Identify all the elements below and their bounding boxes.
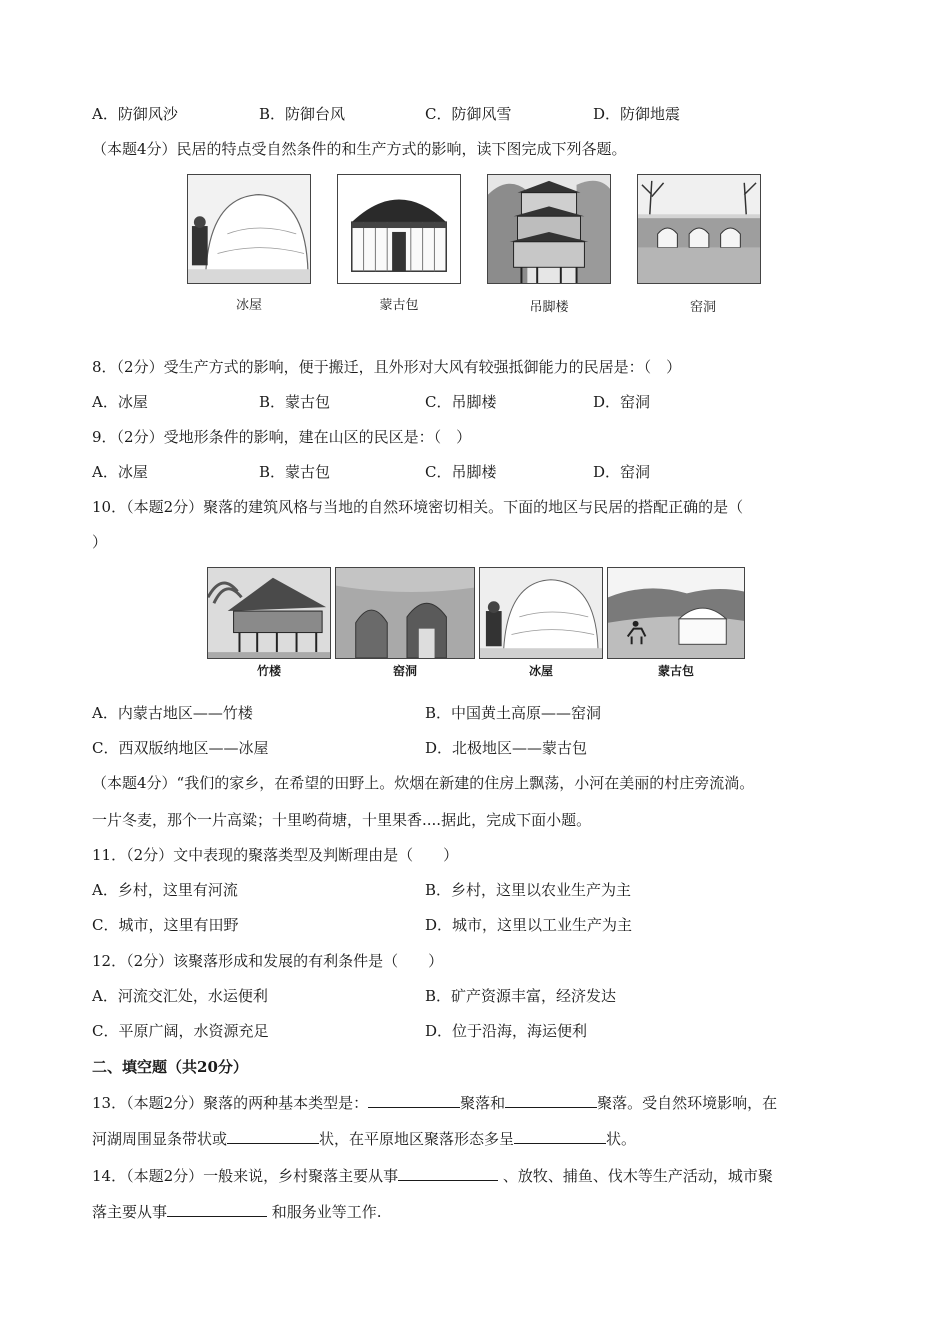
cave-dwelling-photo <box>637 174 761 284</box>
q14-text-2: 、放牧、捕鱼、伐木等生产活动，城市聚 <box>502 1167 773 1185</box>
q7-option-c: C．防御风雪 <box>425 105 512 123</box>
q13-text-5: 状，在平原地区聚落形态多呈 <box>319 1130 515 1148</box>
fig2-caption-yurt: 蒙古包 <box>657 664 694 678</box>
q10-option-a: A．内蒙古地区——竹楼 <box>92 704 253 722</box>
q14-text-3: 落主要从事 <box>92 1203 168 1221</box>
q11-option-a: A．乡村，这里有河流 <box>92 881 238 899</box>
q9-option-b: B．蒙古包 <box>259 463 331 481</box>
q9-option-d: D．窑洞 <box>593 463 651 481</box>
q7-option-b: B．防御台风 <box>259 105 346 123</box>
q11-stem: 11．（2分）文中表现的聚落类型及判断理由是（ ） <box>92 846 459 864</box>
fig1-caption-stilt-house: 吊脚楼 <box>529 300 569 315</box>
q14-text-1: 14．（本题2分）一般来说，乡村聚落主要从事 <box>92 1167 399 1185</box>
q13-line2 <box>92 1129 636 1149</box>
q14-line1 <box>92 1166 773 1186</box>
section2-title: 二、填空题（共20分） <box>92 1058 248 1076</box>
q13-blank-4[interactable] <box>514 1129 606 1144</box>
yurt-photo-2 <box>607 567 745 659</box>
igloo-photo <box>187 174 311 284</box>
q13-text-6: 状。 <box>606 1130 637 1148</box>
q13-text-4: 河湖周围显条带状或 <box>92 1130 228 1148</box>
q8-option-c: C．吊脚楼 <box>425 393 497 411</box>
fig1-caption-igloo: 冰屋 <box>235 298 262 313</box>
yurt-photo <box>337 174 461 284</box>
q12-option-d: D．位于沿海，海运便利 <box>425 1022 588 1040</box>
intro-8-9: （本题4分）民居的特点受自然条件的和生产方式的影响，读下图完成下列各题。 <box>92 140 627 158</box>
q10-option-c: C．西双版纳地区——冰屋 <box>92 739 269 757</box>
stilt-house-photo <box>487 174 611 284</box>
q8-option-a: A．冰屋 <box>92 393 148 411</box>
fig2-caption-cave: 窑洞 <box>392 664 417 678</box>
fig1-caption-yurt: 蒙古包 <box>379 298 419 313</box>
fig1-caption-cave-dwelling: 窑洞 <box>689 300 716 315</box>
q14-text-4: 和服务业等工作. <box>271 1203 382 1221</box>
q10-stem-end: ） <box>92 533 108 551</box>
q12-option-b: B．矿产资源丰富，经济发达 <box>425 987 617 1005</box>
cave-photo-2 <box>335 567 475 659</box>
q10-stem: 10．（本题2分）聚落的建筑风格与当地的自然环境密切相关。下面的地区与民居的搭配正确的是（ <box>92 498 744 516</box>
q13-line1 <box>92 1093 777 1113</box>
q8-stem: 8．（2分）受生产方式的影响，便于搬迁，且外形对大风有较强抵御能力的民居是：（ ） <box>92 358 682 376</box>
q9-option-c: C．吊脚楼 <box>425 463 497 481</box>
q9-option-a: A．冰屋 <box>92 463 148 481</box>
igloo-photo-2 <box>479 567 603 659</box>
q11-option-b: B．乡村，这里以农业生产为主 <box>425 881 632 899</box>
q12-stem: 12．（2分）该聚落形成和发展的有利条件是（ ） <box>92 952 444 970</box>
q14-blank-1[interactable] <box>398 1166 498 1181</box>
q7-option-a: A．防御风沙 <box>92 105 178 123</box>
q12-option-a: A．河流交汇处，水运便利 <box>92 987 268 1005</box>
intro-11-12-line1: （本题4分）“我们的家乡，在希望的田野上。炊烟在新建的住房上飘荡，小河在美丽的村庄旁流淌。 <box>92 774 755 792</box>
q13-blank-2[interactable] <box>505 1093 597 1108</box>
q13-text-1: 13．（本题2分）聚落的两种基本类型是： <box>92 1094 369 1112</box>
q11-option-c: C．城市，这里有田野 <box>92 916 239 934</box>
q10-option-b: B．中国黄土高原——窑洞 <box>425 704 602 722</box>
q13-blank-3[interactable] <box>227 1129 319 1144</box>
bamboo-house-photo <box>207 567 331 659</box>
q7-option-d: D．防御地震 <box>593 105 681 123</box>
q12-option-c: C．平原广阔，水资源充足 <box>92 1022 269 1040</box>
q14-blank-2[interactable] <box>167 1202 267 1217</box>
fig2-caption-igloo: 冰屋 <box>528 664 553 678</box>
q13-blank-1[interactable] <box>368 1093 460 1108</box>
q10-option-d: D．北极地区——蒙古包 <box>425 739 588 757</box>
q13-text-2: 聚落和 <box>460 1094 506 1112</box>
q9-stem: 9．（2分）受地形条件的影响，建在山区的民区是：（ ） <box>92 428 472 446</box>
intro-11-12-line2: 一片冬麦，那个一片高粱；十里哟荷塘，十里果香....据此，完成下面小题。 <box>92 811 592 829</box>
q8-option-b: B．蒙古包 <box>259 393 331 411</box>
q14-line2 <box>92 1202 382 1222</box>
fig2-caption-bamboo: 竹楼 <box>256 664 281 678</box>
q8-option-d: D．窑洞 <box>593 393 651 411</box>
q11-option-d: D．城市，这里以工业生产为主 <box>425 916 633 934</box>
q13-text-3: 聚落。受自然环境影响，在 <box>597 1094 778 1112</box>
